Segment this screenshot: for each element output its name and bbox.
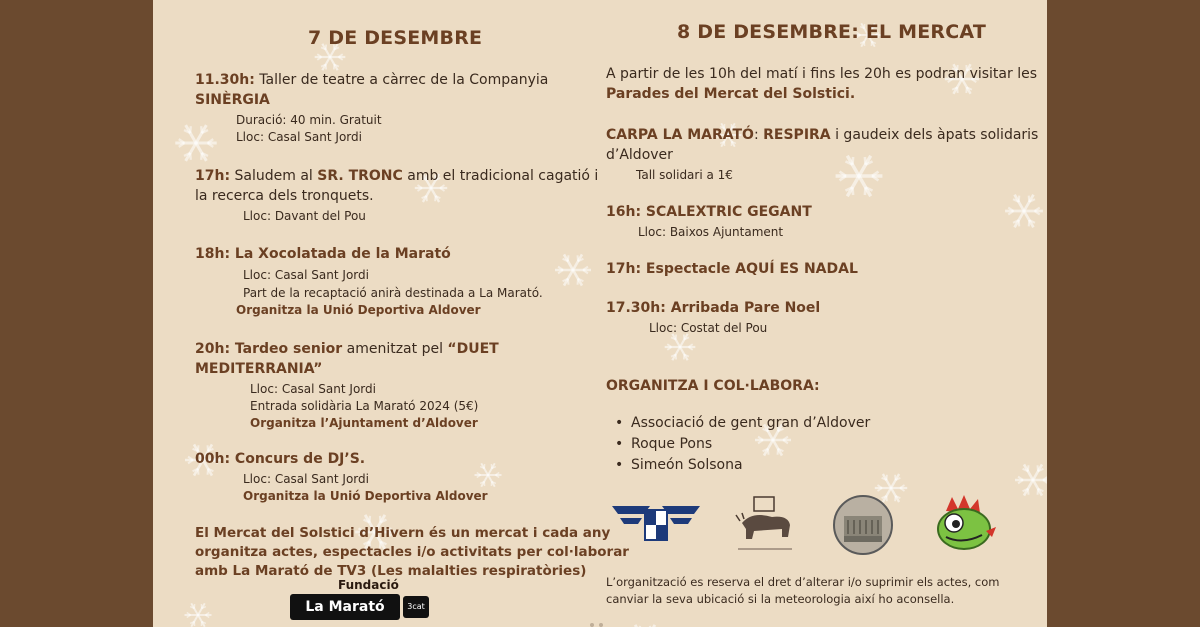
day2-heading: 8 DE DESEMBRE: EL MERCAT: [677, 21, 986, 43]
disclaimer-line1: L’organització es reserva el dret d’alterar i/o suprimir els actes, com: [606, 575, 1000, 589]
event-00h-organizer: Organitza la Unió Deportiva Aldover: [243, 489, 488, 503]
event-1130-place: Lloc: Casal Sant Jordi: [236, 130, 362, 144]
event-1130: 11.30h: Taller de teatre a càrrec de la Companyia: [195, 72, 549, 88]
event-16h-place: Lloc: Baixos Ajuntament: [638, 225, 784, 239]
event-17h-right: 17h: Espectacle AQUÍ ES NADAL: [606, 261, 858, 277]
carpa-marato: CARPA LA MARATÓ: RESPIRA i gaudeix dels àpats solidaris: [606, 127, 1039, 143]
event-18h-place: Lloc: Casal Sant Jordi: [243, 268, 369, 282]
circular-photo-logo: [832, 494, 894, 556]
event-17h-place: Lloc: Davant del Pou: [243, 209, 366, 223]
snowflake-icon: [833, 150, 885, 202]
event-20h-line2: MEDITERRANIA”: [195, 361, 323, 377]
event-20h: 20h: Tardeo senior amenitzat pel “DUET: [195, 341, 499, 357]
carpa-detail: Tall solidari a 1€: [636, 168, 733, 182]
event-18h-note: Part de la recaptació anirà destinada a La Marató.: [243, 286, 543, 300]
dragon-mascot-logo: [932, 491, 1002, 559]
event-poster: [153, 0, 1047, 627]
carousel-dots: [590, 612, 608, 627]
collaborator-item: • Associació de gent gran d’Aldover: [631, 415, 870, 431]
event-1130-company: SINÈRGIA: [195, 92, 270, 108]
disclaimer-line2: canviar la seva ubicació si la meteorologia així ho aconsella.: [606, 592, 955, 606]
event-1130-duration: Duració: 40 min. Gratuit: [236, 113, 382, 127]
organitza-heading: ORGANITZA I COL·LABORA:: [606, 378, 820, 394]
collaborator-item: • Roque Pons: [631, 436, 712, 452]
day1-heading: 7 DE DESEMBRE: [308, 27, 483, 49]
event-17h-line2: la recerca dels tronquets.: [195, 188, 374, 204]
event-00h: 00h: Concurs de DJ’S.: [195, 451, 366, 467]
event-20h-ticket: Entrada solidària La Marató 2024 (5€): [250, 399, 479, 413]
event-00h-place: Lloc: Casal Sant Jordi: [243, 472, 369, 486]
footer-line-1: El Mercat del Solstici d’Hivern és un mercat i cada any: [195, 525, 611, 541]
carpa-line2: d’Aldover: [606, 147, 673, 163]
market-intro-line1: A partir de les 10h del matí i fins les 20h es podran visitar les: [606, 66, 1037, 82]
marato-logo-top: Fundació: [338, 578, 399, 592]
snowflake-icon: [173, 120, 219, 166]
event-18h-organizer: Organitza la Unió Deportiva Aldover: [236, 303, 481, 317]
event-1730: 17.30h: Arribada Pare Noel: [606, 300, 821, 316]
snowflake-icon: [1013, 460, 1047, 500]
snowflake-icon: [473, 460, 503, 490]
event-18h: 18h: La Xocolatada de la Marató: [195, 246, 451, 262]
club-shield-logo: [610, 500, 702, 548]
footer-line-3: amb La Marató de TV3 (Les malalties respiratòries): [195, 563, 587, 579]
snowflake-icon: [183, 600, 213, 627]
event-20h-place: Lloc: Casal Sant Jordi: [250, 382, 376, 396]
snowflake-icon: [1003, 190, 1045, 232]
event-1730-place: Lloc: Costat del Pou: [649, 321, 768, 335]
snowflake-icon: [553, 250, 593, 290]
market-intro-line2: Parades del Mercat del Solstici.: [606, 86, 856, 102]
la-marato-logo: La Marató: [290, 594, 400, 620]
collaborator-item: • Simeón Solsona: [631, 457, 743, 473]
event-20h-organizer: Organitza l’Ajuntament d’Aldover: [250, 416, 478, 430]
3cat-logo: 3cat: [403, 596, 429, 618]
event-16h: 16h: SCALEXTRIC GEGANT: [606, 204, 812, 220]
event-17h: 17h: Saludem al SR. TRONC amb el tradicional cagatió i: [195, 168, 599, 184]
bull-illustration-logo: [732, 493, 798, 555]
snowflake-icon: [623, 620, 667, 627]
footer-line-2: organitza actes, espectacles i/o activitats per col·laborar: [195, 544, 629, 560]
